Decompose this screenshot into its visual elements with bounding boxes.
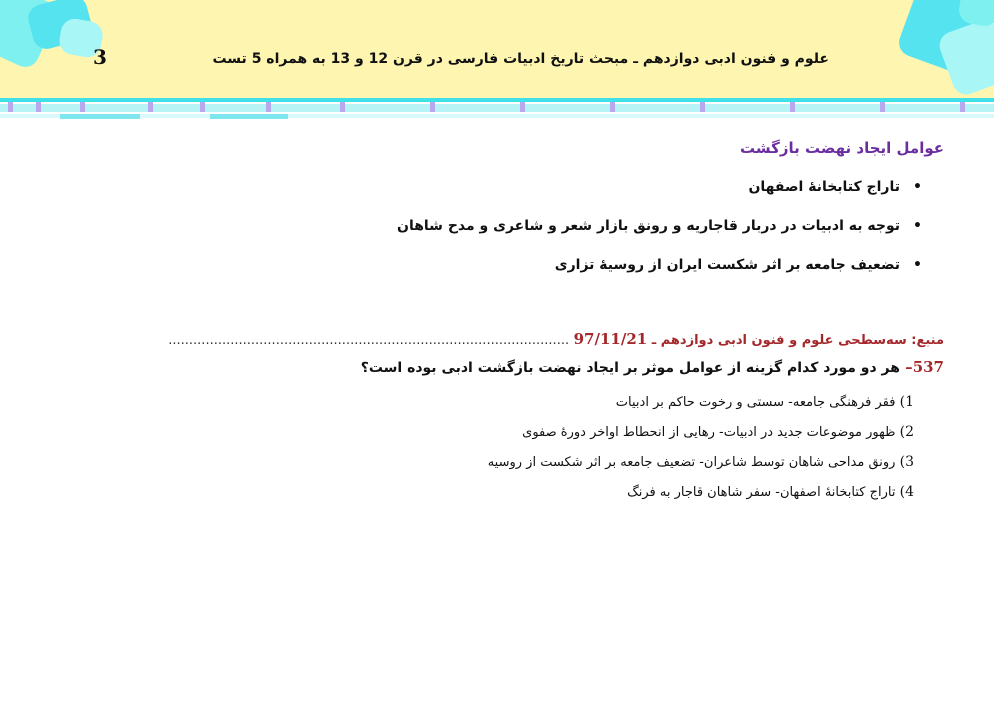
stripe-tick: [790, 102, 795, 112]
list-item: [397, 215, 922, 254]
list-item: [397, 254, 922, 293]
stripe-segment: [210, 114, 288, 119]
answer-option-1: [488, 392, 914, 422]
page-header: [0, 0, 994, 98]
stripe-tick: [700, 102, 705, 112]
answer-option-2: [488, 422, 914, 452]
option-text: ظهور موضوعات جدید در ادبیات- رهایی از انحطاط اواخر دورهٔ صفوی: [522, 425, 896, 440]
stripe-tick: [340, 102, 345, 112]
source-dots: .................................................................................................: [168, 333, 570, 348]
option-number: 2): [899, 424, 914, 440]
source-date: 97/11/21: [573, 330, 648, 348]
section-heading: عوامل ایجاد نهضت بازگشت: [739, 139, 944, 157]
option-text: تاراج کتابخانهٔ اصفهان- سفر شاهان قاجار به فرنگ: [627, 485, 896, 500]
source-line: [50, 330, 944, 350]
bullet-icon: •: [913, 257, 922, 273]
bullet-icon: •: [913, 179, 922, 195]
stripe-tick: [266, 102, 271, 112]
bullet-text: توجه به ادبیات در دربار قاجاریه و رونق بازار شعر و شاعری و مدح شاهان: [397, 218, 900, 234]
bullet-icon: •: [913, 218, 922, 234]
answer-options: [488, 392, 914, 512]
stripe-tick: [610, 102, 615, 112]
option-number: 4): [899, 484, 914, 500]
option-number: 1): [899, 394, 914, 410]
stripe-tick: [200, 102, 205, 112]
stripe-tick: [148, 102, 153, 112]
stripe-tick: [960, 102, 965, 112]
question-stem: 537– هر دو مورد کدام گزینه از عوامل موثر بر ایجاد نهضت بازگشت ادبی بوده است؟: [360, 358, 944, 376]
stripe-tick: [36, 102, 41, 112]
header-title: علوم و فنون ادبی دوازدهم ـ مبحث تاریخ ادبیات فارسی در قرن 12 و 13 به همراه 5 تست: [212, 51, 829, 67]
bullet-text: تضعیف جامعه بر اثر شکست ایران از روسیهٔ تزاری: [554, 257, 900, 273]
question-number: 537: [912, 358, 944, 376]
answer-option-4: [488, 482, 914, 512]
page-number: 3: [93, 45, 107, 69]
bullet-text: تاراج کتابخانهٔ اصفهان: [748, 179, 900, 195]
answer-option-3: [488, 452, 914, 482]
stripe-tick: [8, 102, 13, 112]
source-label: منبع: سه‌سطحی علوم و فنون ادبی دوازدهم ـ: [651, 333, 944, 348]
question-text: هر دو مورد کدام گزینه از عوامل موثر بر ایجاد نهضت بازگشت ادبی بوده است؟: [360, 360, 900, 376]
option-text: فقر فرهنگی جامعه- سستی و رخوت حاکم بر ادبیات: [615, 395, 896, 410]
option-number: 3): [899, 454, 914, 470]
stripe-tick: [430, 102, 435, 112]
stripe-segment: [60, 114, 140, 119]
option-text: رونق مداحی شاهان توسط شاعران- تضعیف جامعه بر اثر شکست از روسیه: [487, 455, 896, 470]
stripe-tick: [880, 102, 885, 112]
bullet-list: [397, 176, 922, 293]
stripe-tick: [80, 102, 85, 112]
list-item: [397, 176, 922, 215]
stripe-tick: [520, 102, 525, 112]
